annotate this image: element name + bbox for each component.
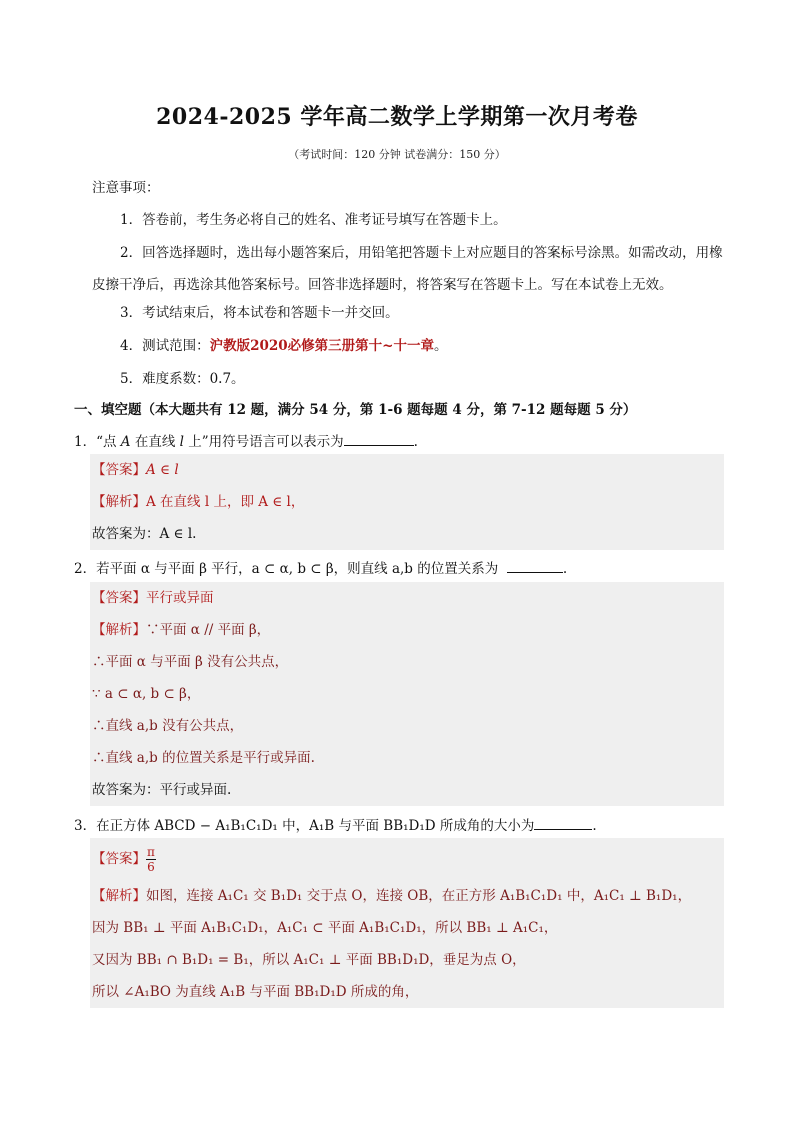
notes-block — [92, 178, 732, 402]
note-item-4-scope: 沪教版2020必修第三册第十~十一章 — [209, 338, 434, 354]
conclusion-row: 故答案为：A ∈ l. — [92, 526, 197, 542]
question-3-solution — [90, 838, 724, 1008]
note-item-4 — [92, 336, 732, 356]
answer-row: 【答案】 $\frac{\pi}{6}$ — [92, 845, 155, 874]
notes-heading: 注意事项： — [92, 180, 160, 196]
analysis-line-2: ∴平面 α 与平面 β 没有公共点， — [92, 654, 289, 670]
question-3-stem: 3．在正方体 ABCD − A₁B₁C₁D₁ 中，A₁B 与平面 BB₁D₁D 所成角的大小为 . — [74, 814, 597, 834]
analysis-line-4: 所以 ∠A₁BO 为直线 A₁B 与平面 BB₁D₁D 所成的角， — [92, 984, 419, 1000]
answer-blank — [534, 815, 592, 830]
analysis-line-5: ∴直线 a,b 的位置关系是平行或异面. — [92, 750, 315, 766]
exam-subtitle: （考试时间：120 分钟 试卷满分：150 分） — [288, 148, 506, 161]
note-item-5: 5．难度系数：0.7。 — [120, 371, 245, 387]
note-item-2: 2．回答选择题时，选出每小题答案后，用铅笔把答题卡上对应题目的答案标号涂黑。如需改动，用橡皮擦干净后，再选涂其他答案标号。回答非选择题时，将答案写在答题卡上。写在本试卷上无效。 — [92, 245, 723, 293]
question-2-solution — [90, 582, 724, 806]
page-title: 2024-2025 学年高二数学上学期第一次月考卷 — [156, 104, 638, 130]
analysis-row: 【解析】A 在直线 l 上，即 A ∈ l， — [92, 494, 305, 510]
answer-row: 【答案】平行或异面 — [92, 590, 214, 606]
question-1-stem: 1．“点 A 在直线 l 上”用符号语言可以表示为 . — [74, 430, 418, 450]
question-1-solution — [90, 454, 724, 550]
section-heading: 一、填空题（本大题共有 12 题，满分 54 分，第 1-6 题每题 4 分，第 7-12 题每题 5 分） — [74, 402, 637, 418]
answer-blank — [344, 431, 414, 446]
conclusion-row: 故答案为：平行或异面. — [92, 782, 232, 798]
analysis-line-2: 因为 BB₁ ⊥ 平面 A₁B₁C₁D₁，A₁C₁ ⊂ 平面 A₁B₁C₁D₁，所以 BB₁ ⊥ A₁C₁， — [92, 920, 558, 936]
analysis-line-4: ∴直线 a,b 没有公共点， — [92, 718, 244, 734]
analysis-line-3: ∵ a ⊂ α, b ⊂ β， — [92, 686, 201, 702]
question-2-stem: 2．若平面 α 与平面 β 平行，a ⊂ α, b ⊂ β，则直线 a,b 的位置关系为 . — [74, 557, 567, 577]
analysis-line-3: 又因为 BB₁ ∩ B₁D₁ = B₁，所以 A₁C₁ ⊥ 平面 BB₁D₁D，垂足为点 O， — [92, 952, 526, 968]
note-item-4-suffix: 。 — [433, 338, 448, 354]
analysis-row: 【解析】如图，连接 A₁C₁ 交 B₁D₁ 交于点 O，连接 OB，在正方形 A₁B₁C₁D₁ 中，A₁C₁ ⊥ B₁D₁， — [92, 888, 692, 904]
analysis-row: 【解析】∵平面 α // 平面 β， — [92, 622, 271, 638]
note-item-4-prefix: 4．测试范围： — [120, 338, 210, 354]
answer-fraction: $\frac{\pi}{6}$ — [147, 845, 155, 874]
answer-blank — [507, 558, 563, 573]
answer-row: 【答案】A ∈ l — [92, 462, 179, 478]
note-item-1: 1．答卷前，考生务必将自己的姓名、准考证号填写在答题卡上。 — [120, 212, 507, 228]
note-item-3: 3．考试结束后，将本试卷和答题卡一并交回。 — [120, 305, 399, 321]
